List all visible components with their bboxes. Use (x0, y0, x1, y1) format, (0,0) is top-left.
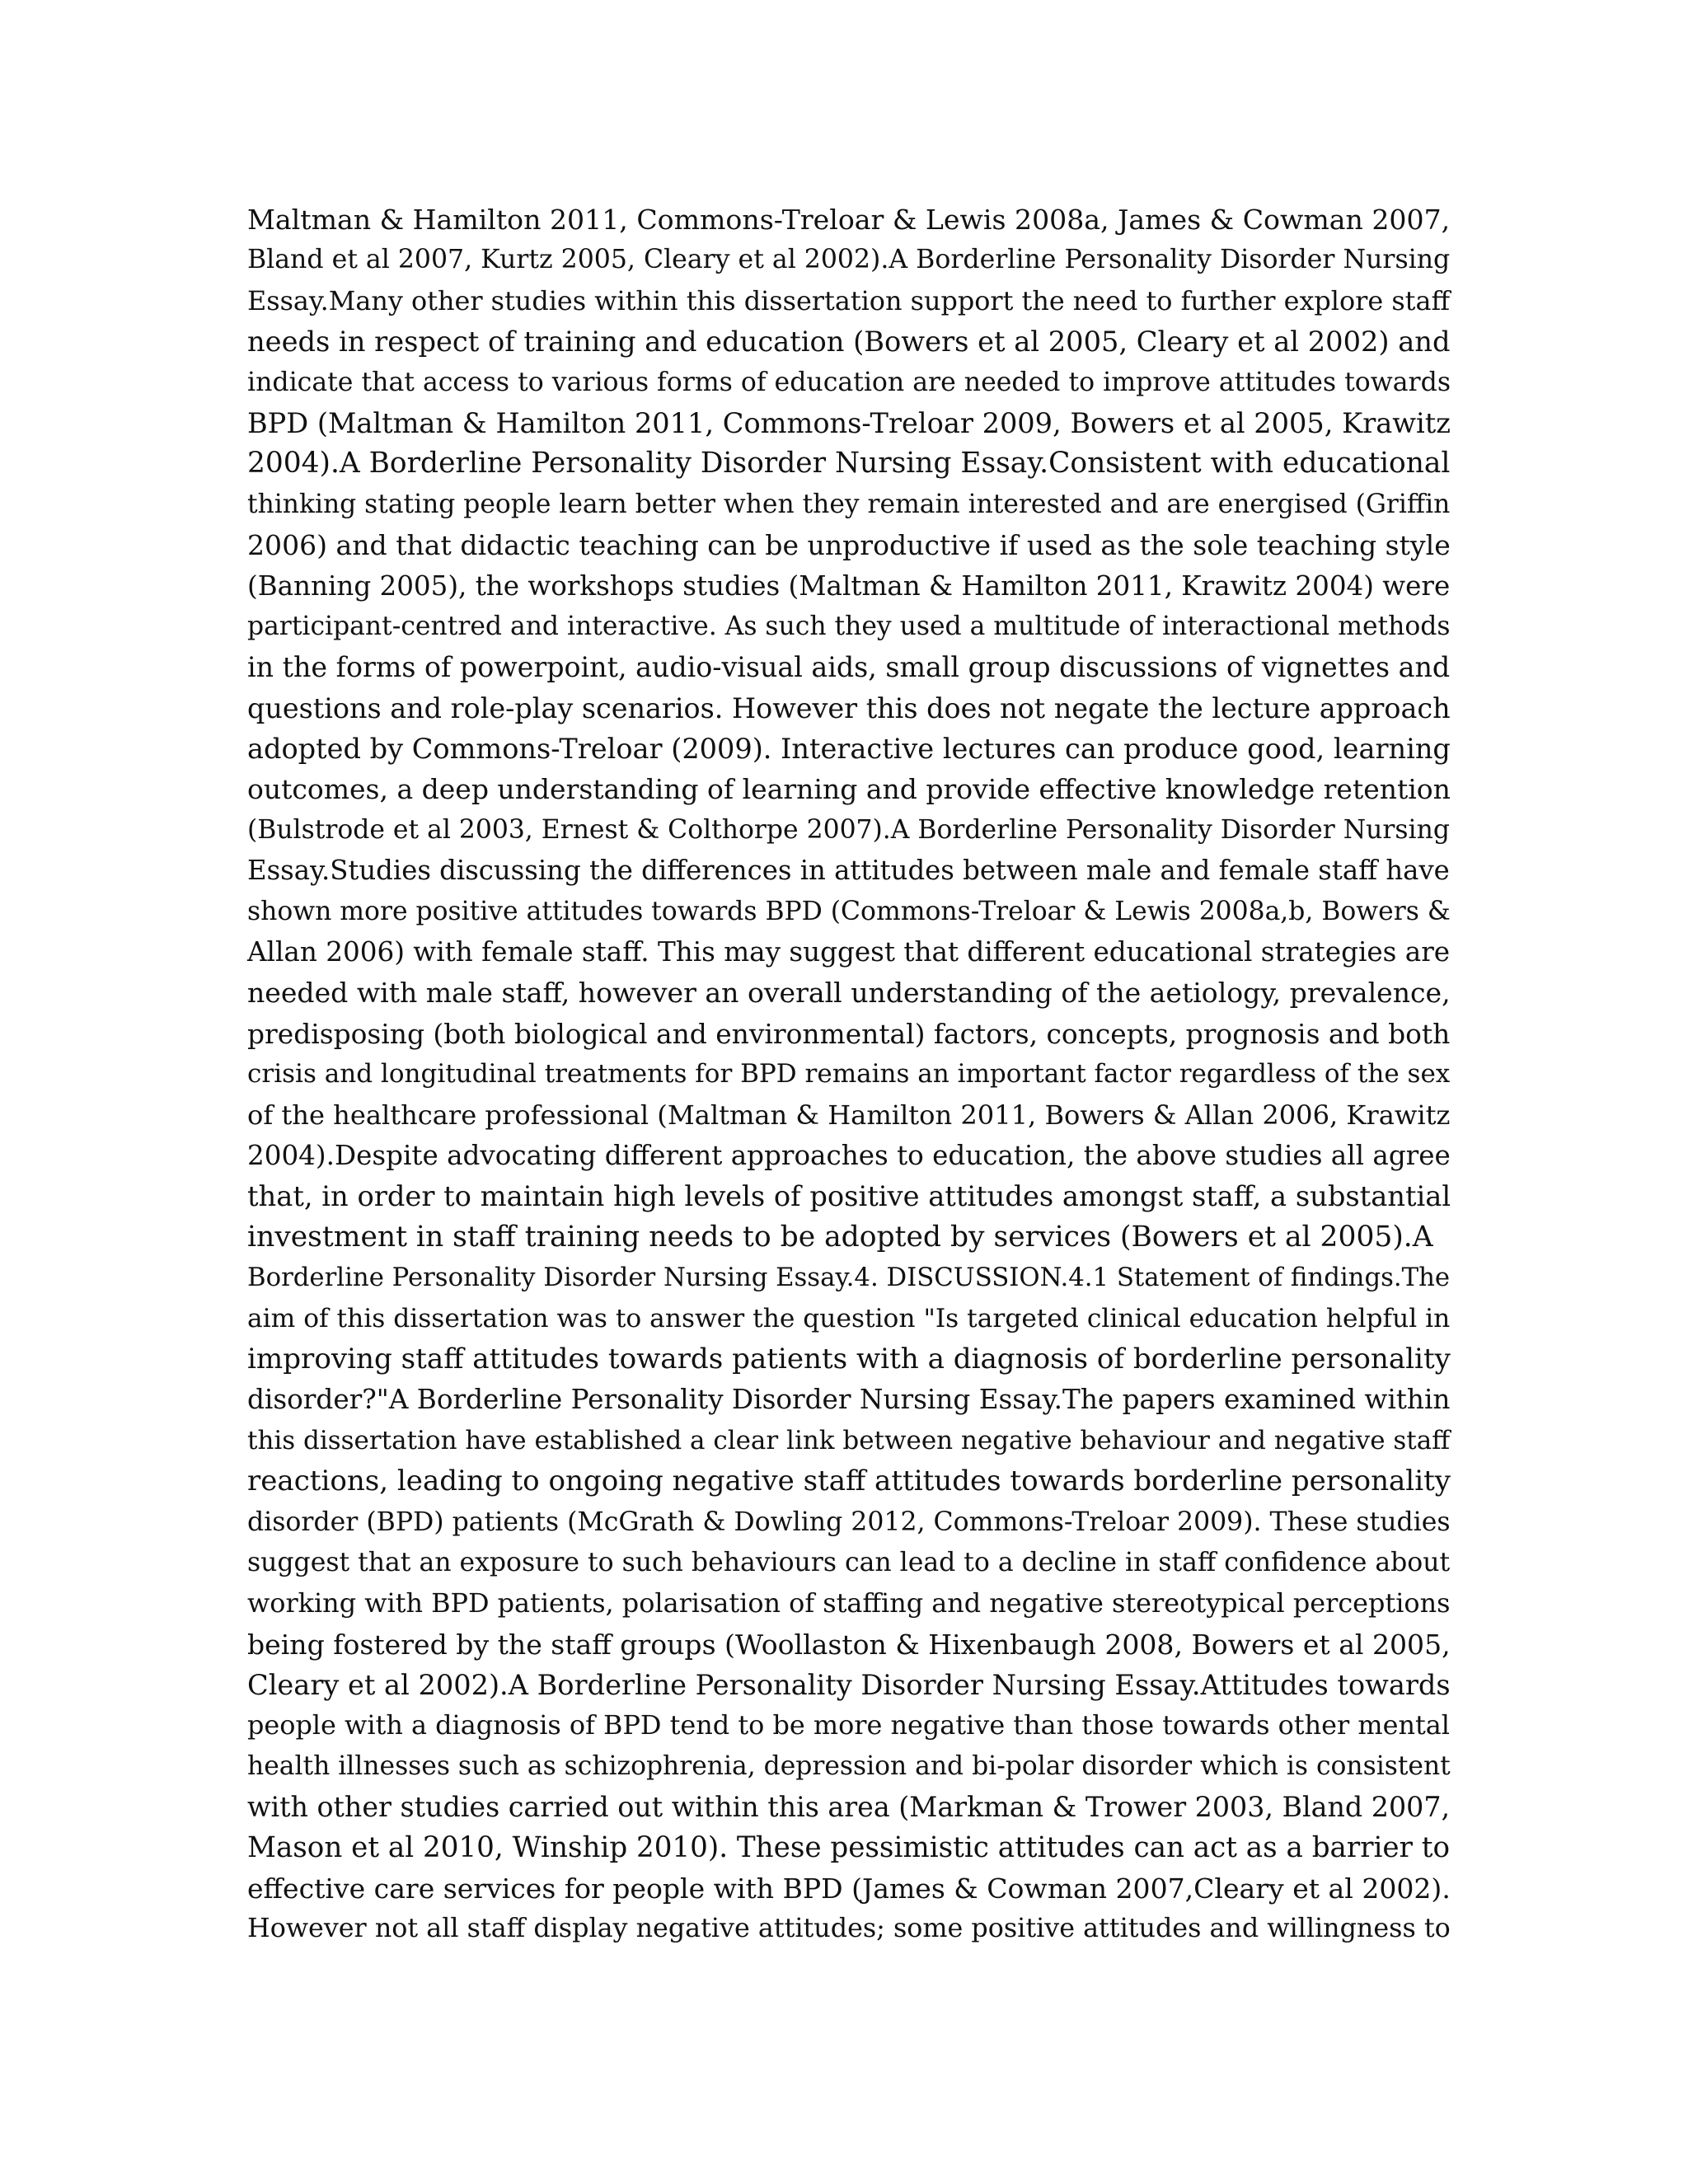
text-line: Mason et al 2010, Winship 2010). These pessimistic attitudes can act as a barrier to (247, 1830, 1451, 1864)
text-line: However not all staff display negative attitudes; some positive attitudes and willingness to (247, 1914, 1451, 1944)
body-text (247, 199, 1451, 1950)
text-line: (Bulstrode et al 2003, Ernest & Colthorpe 2007).A Borderline Personality Disorder Nursing (247, 814, 1450, 845)
text-line: (Banning 2005), the workshops studies (Maltman & Hamilton 2011, Krawitz 2004) were (247, 569, 1451, 602)
text-line: Cleary et al 2002).A Borderline Personality Disorder Nursing Essay.Attitudes towards (247, 1669, 1451, 1702)
text-line: in the forms of powerpoint, audio-visual aids, small group discussions of vignettes and (247, 651, 1451, 684)
text-line: indicate that access to various forms of education are needed to improve attitudes towards (247, 367, 1451, 397)
text-line: shown more positive attitudes towards BPD (Commons-Treloar & Lewis 2008a,b, Bowers & (247, 896, 1451, 926)
text-line: 2004).A Borderline Personality Disorder Nursing Essay.Consistent with educational (247, 447, 1451, 480)
text-line: Essay.Many other studies within this dissertation support the need to further explore staff (247, 284, 1451, 316)
text-line: Maltman & Hamilton 2011, Commons-Treloar & Lewis 2008a, James & Cowman 2007, (247, 204, 1451, 236)
text-line: working with BPD patients, polarisation of staffing and negative stereotypical perceptions (247, 1587, 1451, 1619)
text-line: improving staff attitudes towards patients with a diagnosis of borderline personality (247, 1342, 1451, 1376)
text-line: 2006) and that didactic teaching can be unproductive if used as the sole teaching style (247, 529, 1451, 562)
text-line: suggest that an exposure to such behaviours can lead to a decline in staff confidence about (247, 1547, 1451, 1577)
text-line: participant-centred and interactive. As such they used a multitude of interactional methods (247, 611, 1451, 641)
text-line: questions and role-play scenarios. However this does not negate the lecture approach (247, 691, 1451, 724)
text-line: needed with male staff, however an overall understanding of the aetiology, prevalence, (247, 977, 1451, 1010)
text-line: disorder (BPD) patients (McGrath & Dowling 2012, Commons-Treloar 2009). These studies (247, 1507, 1451, 1537)
text-line: Allan 2006) with female staff. This may suggest that different educational strategies are (247, 936, 1451, 968)
text-line: 2004).Despite advocating different approaches to education, the above studies all agree (247, 1139, 1451, 1171)
text-line: people with a diagnosis of BPD tend to be more negative than those towards other mental (247, 1709, 1450, 1741)
text-line: disorder?"A Borderline Personality Disorder Nursing Essay.The papers examined within (247, 1384, 1451, 1416)
text-line: crisis and longitudinal treatments for BPD remains an important factor regardless of the sex (247, 1059, 1451, 1090)
text-line: reactions, leading to ongoing negative staff attitudes towards borderline personality (247, 1465, 1451, 1498)
text-line: aim of this dissertation was to answer the question "Is targeted clinical education helpful in (247, 1303, 1451, 1333)
text-line: thinking stating people learn better when they remain interested and are energised (Griffin (247, 489, 1451, 519)
text-line: this dissertation have established a clear link between negative behaviour and negative staff (247, 1425, 1451, 1455)
text-line: adopted by Commons-Treloar (2009). Interactive lectures can produce good, learning (247, 733, 1451, 766)
text-line: with other studies carried out within this area (Markman & Trower 2003, Bland 2007, (247, 1791, 1451, 1824)
text-line: BPD (Maltman & Hamilton 2011, Commons-Treloar 2009, Bowers et al 2005, Krawitz (247, 406, 1451, 439)
text-line: investment in staff training needs to be adopted by services (Bowers et al 2005).A (247, 1220, 1433, 1254)
text-line: effective care services for people with BPD (James & Cowman 2007,Cleary et al 2002). (247, 1872, 1451, 1905)
text-line: predisposing (both biological and environmental) factors, concepts, prognosis and both (247, 1017, 1451, 1050)
text-line: Essay.Studies discussing the differences in attitudes between male and female staff have (247, 855, 1450, 887)
text-line: of the healthcare professional (Maltman & Hamilton 2011, Bowers & Allan 2006, Krawitz (247, 1099, 1451, 1131)
text-line: needs in respect of training and education (Bowers et al 2005, Cleary et al 2002) and (247, 326, 1451, 359)
text-line: that, in order to maintain high levels of positive attitudes amongst staff, a substantial (247, 1180, 1451, 1213)
text-line: being fostered by the staff groups (Woollaston & Hixenbaugh 2008, Bowers et al 2005, (247, 1628, 1451, 1661)
text-line: health illnesses such as schizophrenia, depression and bi-polar disorder which is consistent (247, 1750, 1451, 1781)
text-line: Borderline Personality Disorder Nursing Essay.4. DISCUSSION.4.1 Statement of findings.The (247, 1263, 1451, 1293)
text-line: outcomes, a deep understanding of learning and provide effective knowledge retention (247, 773, 1451, 806)
text-line: Bland et al 2007, Kurtz 2005, Cleary et al 2002).A Borderline Personality Disorder Nursing (247, 245, 1451, 275)
